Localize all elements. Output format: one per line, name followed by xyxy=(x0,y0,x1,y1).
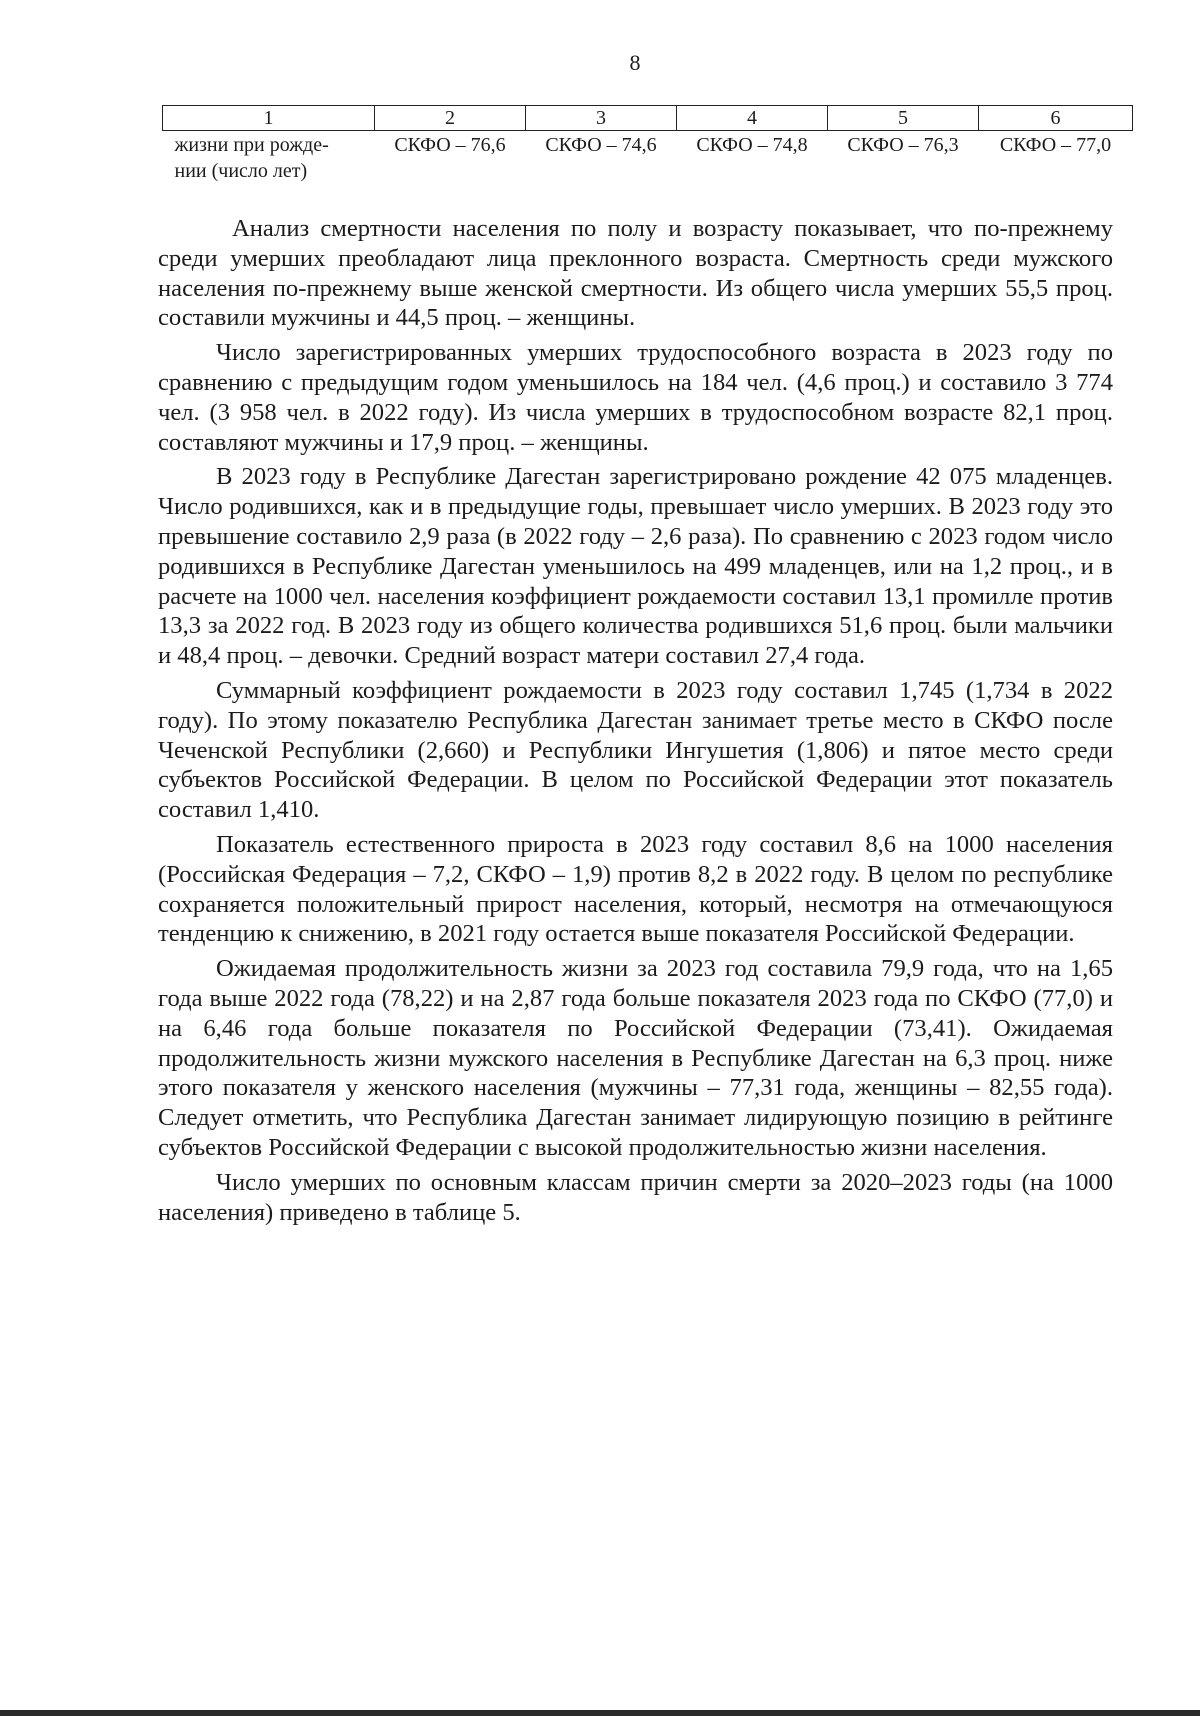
table-continuation xyxy=(162,105,1133,184)
paragraph-mortality-by-sex-age: Анализ смертности населения по полу и возрасту показывает, что по-прежнему среди умерших преобладают лица преклонного возраста. Смертность среди мужского населения по-прежнему выше женской смертности. Из общего числа умерших 55,5 проц. составили мужчины и 44,5 проц. – женщины. xyxy=(158,215,1113,332)
table-header-row xyxy=(163,106,1133,131)
paragraph-total-fertility-rate: Суммарный коэффициент рождаемости в 2023 году составил 1,745 (1,734 в 2022 году). По этому показателю Республика Дагестан занимает третье место в СКФО после Чеченской Республики (2,660) и Республики Ингушетия (1,806) и пятое место среди субъектов Российской Федерации. В целом по Российской Федерации этот показатель составил 1,410. xyxy=(158,676,1113,824)
body-text xyxy=(158,214,1113,1232)
column-number-5: 5 xyxy=(828,106,979,131)
column-number-3: 3 xyxy=(526,106,677,131)
page-number: 8 xyxy=(629,50,641,75)
scan-bottom-edge xyxy=(0,1710,1200,1716)
row-label: жизни при рожде- нии (число лет) xyxy=(174,134,329,182)
paragraph-life-expectancy: Ожидаемая продолжительность жизни за 2023 год составила 79,9 года, что на 1,65 года выше 2022 года (78,22) и на 2,87 года больше показателя 2023 года по СКФО (77,0) и на 6,46 года больше показателя по Российской Федерации (73,41). Ожидаемая продолжительность жизни мужского населения в Республике Дагестан на 6,3 проц. ниже этого показателя у женского населения (мужчины – 77,31 года, женщины – 82,55 года). Следует отметить, что Республика Дагестан занимает лидирующую позицию в рейтинге субъектов Российской Федерации с высокой продолжительностью жизни населения. xyxy=(158,955,1113,1161)
paragraph-births: В 2023 году в Республике Дагестан зарегистрировано рождение 42 075 младенцев. Число родившихся, как и в предыдущие годы, превышает число умерших. В 2023 году это превышение составило 2,9 раза (в 2022 году – 2,6 раза). По сравнению с 2023 годом число родившихся в Республике Дагестан уменьшилось на 499 младенцев, или на 1,2 проц., и в расчете на 1000 чел. населения коэффициент рождаемости составил 13,1 промилле против 13,3 за 2022 год. В 2023 году из общего количества родившихся 51,6 проц. были мальчики и 48,4 проц. – девочки. Средний возраст матери составил 27,4 года. xyxy=(158,463,1113,670)
column-number-6: 6 xyxy=(979,106,1133,131)
column-number-4: 4 xyxy=(677,106,828,131)
paragraph-natural-increase: Показатель естественного прироста в 2023 году составил 8,6 на 1000 населения (Российская Федерация – 7,2, СКФО – 1,9) против 8,2 в 2022 году. В целом по республике сохраняется положительный прирост населения, который, несмотря на отмечающуюся тенденцию к снижению, в 2021 году остается выше показателя Российской Федерации. xyxy=(158,830,1113,948)
table-cell: СКФО – 76,6 xyxy=(394,134,506,156)
table-cell: СКФО – 77,0 xyxy=(999,134,1112,156)
table-cell: СКФО – 74,6 xyxy=(545,134,657,156)
table-row xyxy=(163,131,1133,185)
column-number-2: 2 xyxy=(375,106,526,131)
paragraph-table-reference: Число умерших по основным классам причин смерти за 2020–2023 годы (на 1000 населения) приведено в таблице 5. xyxy=(158,1168,1113,1226)
column-number-1: 1 xyxy=(163,106,375,131)
paragraph-working-age-deaths: Число зарегистрированных умерших трудоспособного возраста в 2023 году по сравнению с предыдущим годом уменьшилось на 184 чел. (4,6 проц.) и составило 3 774 чел. (3 958 чел. в 2022 году). Из числа умерших в трудоспособном возрасте 82,1 проц. составляют мужчины и 17,9 проц. – женщины. xyxy=(158,339,1113,456)
table-cell: СКФО – 76,3 xyxy=(847,134,959,156)
table-cell: СКФО – 74,8 xyxy=(696,134,808,156)
